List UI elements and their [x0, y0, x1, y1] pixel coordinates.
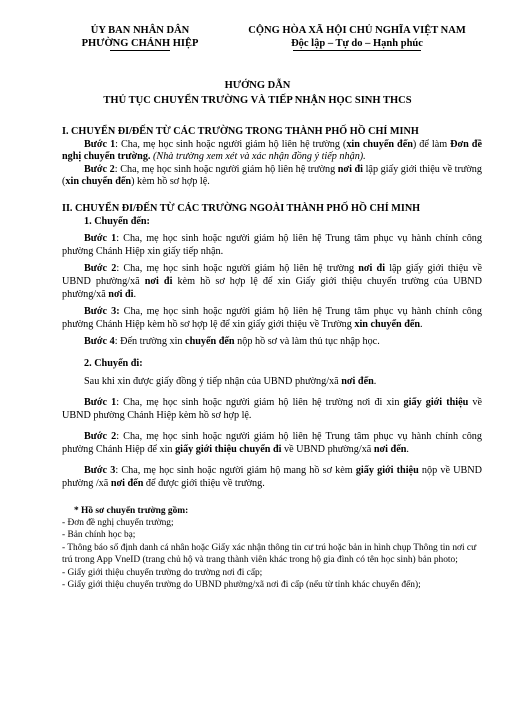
documents-heading: * Hồ sơ chuyển trường gồm: [74, 505, 189, 516]
document-item: - Thông báo số định danh cá nhân hoặc Giấy xác nhận thông tin cư trú hoặc bản in hình chụp Thông tin nơi cư trú trong App VneID (trang chủ hộ và trang thành viên khác trong hộ gia đình có tên học sinh) bản photo; [62, 542, 477, 566]
national-motto: Độc lập – Tự do – Hạnh phúc [291, 38, 423, 49]
transfer-in-step-4: Bước 4: Đến trường xin chuyển đến nộp hồ sơ và làm thủ tục nhập học. [84, 336, 380, 348]
section-2-sub-2: 2. Chuyển đi: [84, 357, 143, 369]
document-body [62, 126, 482, 592]
motto-underline [293, 50, 421, 51]
agency-line-2: PHƯỜNG CHÁNH HIỆP [81, 38, 199, 49]
spacer [62, 456, 482, 465]
section-2-sub-1: 1. Chuyển đến: [84, 215, 150, 227]
required-documents [62, 505, 482, 592]
spacer [62, 388, 482, 397]
transfer-in-step-1: Bước 1: Cha, mẹ học sinh hoặc người giám hộ liên hệ Trung tâm phục vụ hành chính công phường Chánh Hiệp xin giấy tiếp nhận. [62, 233, 482, 257]
transfer-in-step-3: Bước 3: Cha, mẹ học sinh hoặc người giám hộ liên hệ Trung tâm phục vụ hành chính công phường Chánh Hiệp kèm hồ sơ hợp lệ để xin giấy giới thiệu về Trường xin chuyển đến. [62, 306, 482, 330]
spacer [62, 422, 482, 431]
section-1-step-1: Bước 1: Cha, mẹ học sinh hoặc người giám hộ liên hệ trường (xin chuyển đến) để làm Đơn đề nghị chuyển trường. (Nhà trường xem xét và xác nhận đồng ý tiếp nhận). [62, 138, 482, 163]
section-1-step-2: Bước 2: Cha, mẹ học sinh hoặc người giám hộ liên hệ trường nơi đi lập giấy giới thiệu về trường (xin chuyển đến) kèm hồ sơ hợp lệ. [62, 163, 482, 188]
spacer [62, 189, 482, 203]
section-1-heading: I. CHUYỂN ĐI/ĐẾN TỪ CÁC TRƯỜNG TRONG THÀNH PHỐ HỒ CHÍ MINH [62, 126, 419, 137]
document-item: - Giấy giới thiệu chuyển trường do UBND phường/xã nơi đi cấp (nếu từ tỉnh khác chuyển đến); [62, 580, 421, 591]
transfer-out-step-2: Bước 2: Cha, mẹ học sinh hoặc người giám hộ liên hệ Trung tâm phục vụ hành chính công phường Chánh Hiệp để xin giấy giới thiệu chuyển đi về UBND phường/xã nơi đến. [62, 431, 482, 455]
national-header [232, 24, 482, 50]
spacer [62, 349, 482, 358]
doc-subtitle: THỦ TỤC CHUYỂN TRƯỜNG VÀ TIẾP NHẬN HỌC SINH THCS [103, 95, 412, 106]
section-2-heading: II. CHUYỂN ĐI/ĐẾN TỪ CÁC TRƯỜNG NGOÀI THÀNH PHỐ HỒ CHÍ MINH [62, 202, 421, 214]
doc-title: HƯỚNG DẪN [224, 80, 291, 91]
issuing-agency [60, 24, 220, 50]
agency-line-1: ỦY BAN NHÂN DÂN [90, 25, 190, 36]
agency-underline [110, 50, 170, 51]
document-item: - Đơn đề nghị chuyển trường; [62, 518, 174, 529]
nation-name: CỘNG HÒA XÃ HỘI CHỦ NGHĨA VIỆT NAM [248, 25, 466, 36]
document-item: - Bản chính học bạ; [62, 530, 136, 541]
transfer-in-step-2: Bước 2: Cha, mẹ học sinh hoặc người giám hộ liên hệ trường nơi đi lập giấy giới thiệu về UBND phường/xã nơi đi kèm hồ sơ hợp lệ để xin Giấy giới thiệu chuyển trường của UBND phường/xã nơi đi. [62, 263, 482, 300]
spacer [62, 491, 482, 505]
transfer-out-intro: Sau khi xin được giấy đồng ý tiếp nhận của UBND phường/xã nơi đến. [84, 375, 377, 387]
document-item: - Giấy giới thiệu chuyển trường do trường nơi đi cấp; [62, 567, 263, 578]
transfer-out-step-1: Bước 1: Cha, mẹ học sinh hoặc người giám hộ liên hệ trường nơi đi xin giấy giới thiệu về UBND phường Chánh Hiệp kèm hồ sơ hợp lệ. [62, 397, 482, 421]
transfer-out-step-3: Bước 3: Cha, mẹ học sinh hoặc người giám hộ mang hồ sơ kèm giấy giới thiệu nộp về UBND phường /xã nơi đến để được giới thiệu về trường. [62, 465, 483, 490]
